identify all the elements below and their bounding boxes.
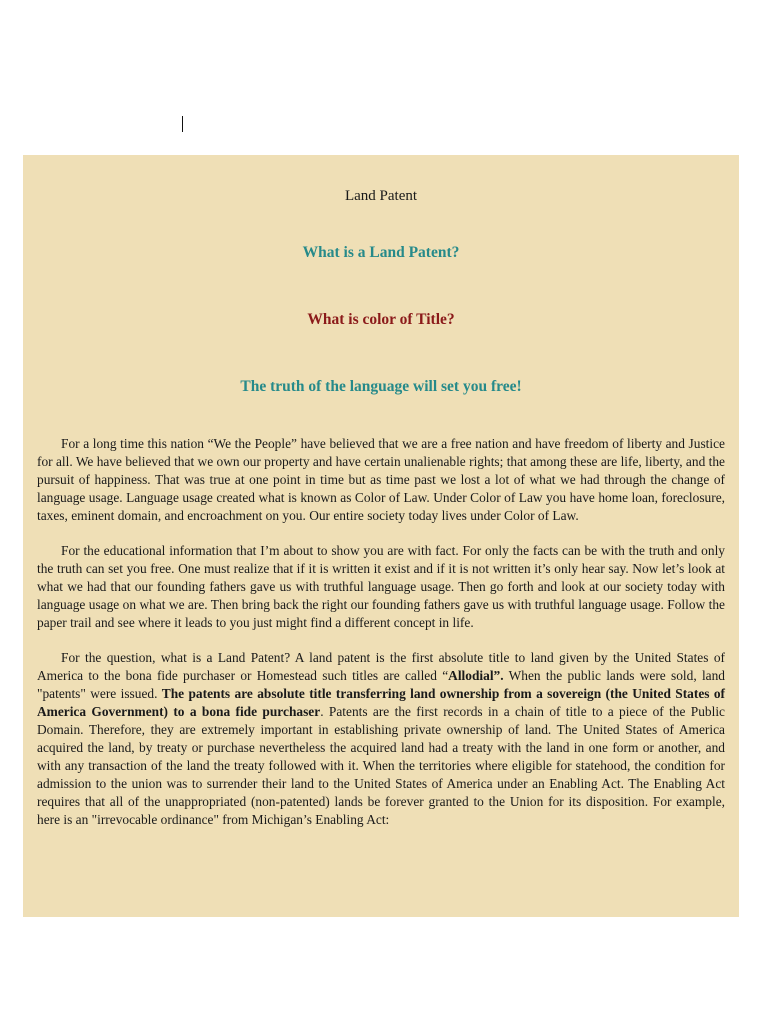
text-cursor xyxy=(182,116,183,132)
heading-land-patent: What is a Land Patent? xyxy=(302,244,460,261)
paragraph-text-part1: For the question, what is a Land Patent? A land patent is the first absolute title to land given by the United States of America to the bona fide purchaser or Homestead such titles are called “ xyxy=(37,650,725,683)
heading-truth-of-language: The truth of the language will set you free! xyxy=(240,378,522,395)
allodial-term: Allodial”. xyxy=(448,668,504,683)
document-page xyxy=(23,155,739,917)
document-title: Land Patent xyxy=(344,188,418,204)
paragraph-text-part3: . Patents are the first records in a chain of title to a piece of the Public Domain. Therefore, they are extremely important in establishing private ownership of land. The United States of America acquired the land, by treaty or purchase nevertheless the acquired land had a treaty with the land in one form or another, and with any transaction of the land the treaty followed with it. When the territories where eligible for statehood, the condition for admission to the union was to surrender their land to the United States of America under an Enabling Act. The Enabling Act requires that all of the unappropriated (non-patented) lands be forever granted to the Union for its disposition. For example, here is an "irrevocable ordinance" from Michigan’s Enabling Act: xyxy=(37,704,726,827)
patent-bold-statement: The patents are absolute title transferring land ownership from a sovereign (the United States of America Government) to a bona fide purchaser xyxy=(37,686,725,719)
paragraph-educational: For the educational information that I’m about to show you are with fact. For only the facts can be with the truth and only the truth can set you free. One must realize that if it is written it exist and if it is not written it’s only hear say. Now let’s look at what we had that our founding fathers gave us with truthful language usage. Then go forth and look at our society today with language usage on what we are. Then bring back the right our founding fathers gave us with truthful language usage. Follow the paper trail and see where it leads to you just might find a different concept in life. xyxy=(37,543,725,630)
paragraph-land-patent-definition xyxy=(37,649,725,829)
heading-color-of-title: What is color of Title? xyxy=(307,311,455,328)
paragraph-text-part2: When the public lands were sold, land "patents" were issued. xyxy=(37,668,726,701)
paragraph-intro: For a long time this nation “We the People” have believed that we are a free nation and have freedom of liberty and Justice for all. We have believed that we own our property and have certain unalienable rights; that among these are life, liberty, and the pursuit of happiness. That was true at one point in time but as time past we lost a lot of what we had through the change of language usage. Language usage created what is known as Color of Law. Under Color of Law you have home loan, foreclosure, taxes, eminent domain, and encroachment on you. Our entire society today lives under Color of Law. xyxy=(37,436,725,523)
